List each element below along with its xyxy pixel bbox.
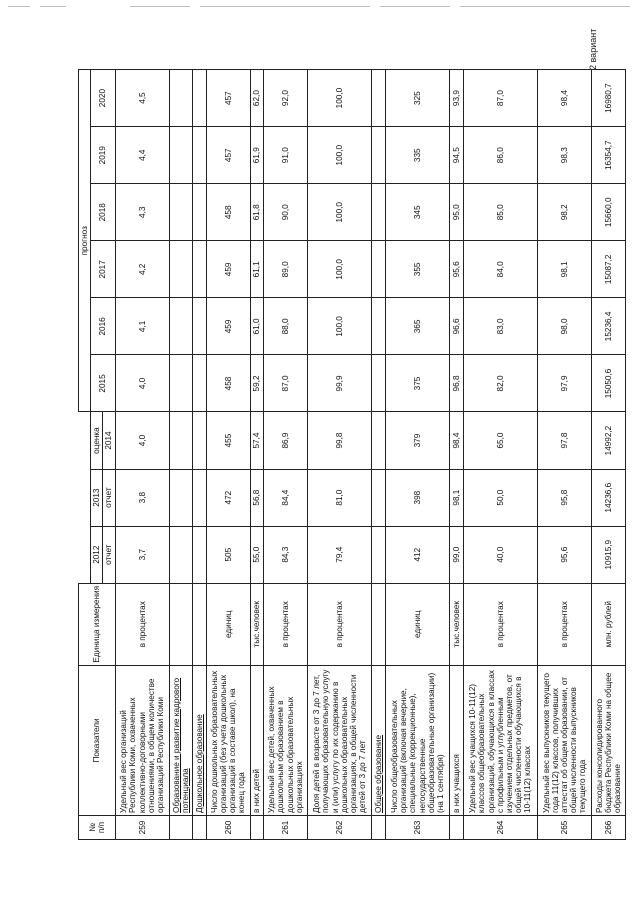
- indicator-name: Удельный вес выпускников текущего года 11(12) классов, получивших аттестат об общем образовании, от общей численности выпускников текущего года: [538, 665, 592, 815]
- value-cell-2016: [193, 298, 206, 355]
- table-row: [385, 70, 449, 840]
- value-cell-2020: [193, 70, 206, 127]
- value-cell-2015: [372, 355, 385, 412]
- table-row: [592, 70, 626, 840]
- value-cell-2016: 100,0: [308, 298, 372, 355]
- value-cell-2013: 398: [385, 469, 449, 526]
- value-cell-2015: 59,2: [250, 355, 263, 412]
- value-cell-2015: 96,8: [450, 355, 463, 412]
- value-cell-2019: [193, 127, 206, 184]
- value-cell-2019: 457: [206, 127, 250, 184]
- value-cell-2020: 98,4: [538, 70, 592, 127]
- value-cell-2012: 99,0: [450, 526, 463, 583]
- col-indicator-header: Показатели: [79, 665, 116, 815]
- section-heading-text: Дошкольное образование: [194, 714, 204, 813]
- table-row: [115, 70, 169, 840]
- value-cell-2012: 505: [206, 526, 250, 583]
- indicator-name: Расходы консолидированного бюджета Республики Коми на общее образование: [592, 665, 626, 815]
- value-cell-2016: 83,0: [463, 298, 537, 355]
- value-cell-2014: 86,9: [264, 412, 308, 469]
- value-cell-2018: [193, 184, 206, 241]
- statistics-table-sheet: [78, 69, 626, 840]
- col-unit-header: Единица измерения: [79, 583, 116, 665]
- value-cell-2013: 14236,6: [592, 469, 626, 526]
- value-cell-2019: 16354,7: [592, 127, 626, 184]
- indicator-name: Удельный вес организаций Республики Коми, охваченных коллективно-договорными отношениями, в общем количестве организаций Республики Коми: [115, 665, 169, 815]
- value-cell-2012: 95,6: [538, 526, 592, 583]
- value-cell-2017: [169, 241, 193, 298]
- value-cell-2014: 379: [385, 412, 449, 469]
- value-cell-2015: 99,9: [308, 355, 372, 412]
- value-cell-2013: 50,0: [463, 469, 537, 526]
- section-heading-text: Образование и развитие кадрового потенциала: [171, 677, 190, 813]
- year-2019: 2019: [91, 127, 115, 184]
- value-cell-2015: 458: [206, 355, 250, 412]
- value-cell-2013: 95,8: [538, 469, 592, 526]
- unit-cell: единиц: [385, 583, 449, 665]
- section-heading: [169, 665, 193, 815]
- table-row: [372, 70, 385, 840]
- value-cell-2019: 86,0: [463, 127, 537, 184]
- unit-cell: в процентах: [264, 583, 308, 665]
- unit-cell: [372, 583, 385, 665]
- col-no-header: № п/п: [79, 815, 116, 839]
- table-row: [463, 70, 537, 840]
- section-heading-text: Общее образование: [374, 734, 384, 813]
- value-cell-2014: [193, 412, 206, 469]
- value-cell-2018: 61,8: [250, 184, 263, 241]
- value-cell-2018: 98,2: [538, 184, 592, 241]
- value-cell-2012: 40,0: [463, 526, 537, 583]
- table-row: [308, 70, 372, 840]
- value-cell-2019: 335: [385, 127, 449, 184]
- unit-cell: в процентах: [538, 583, 592, 665]
- value-cell-2018: 15660,0: [592, 184, 626, 241]
- value-cell-2013: [169, 469, 193, 526]
- unit-cell: единиц: [206, 583, 250, 665]
- value-cell-2014: 65,0: [463, 412, 537, 469]
- indicator-name: Удельный вес детей, охваченных дошкольным образованием в дошкольных образовательных организациях: [264, 665, 308, 815]
- value-cell-2018: 458: [206, 184, 250, 241]
- value-cell-2019: 100,0: [308, 127, 372, 184]
- row-number: 266: [592, 815, 626, 839]
- estimate-header: оценка: [91, 412, 103, 469]
- value-cell-2013: [193, 469, 206, 526]
- value-cell-2014: [169, 412, 193, 469]
- value-cell-2017: 15087,2: [592, 241, 626, 298]
- value-cell-2020: [169, 70, 193, 127]
- report-2012: отчет: [103, 526, 115, 583]
- value-cell-2016: 61,0: [250, 298, 263, 355]
- value-cell-2013: 56,8: [250, 469, 263, 526]
- table-row: [193, 70, 206, 840]
- row-number: [169, 815, 193, 839]
- row-number: [450, 815, 463, 839]
- year-2020: 2020: [91, 70, 115, 127]
- scan-top-edge: [0, 6, 640, 9]
- value-cell-2015: 15050,6: [592, 355, 626, 412]
- value-cell-2018: 4,3: [115, 184, 169, 241]
- value-cell-2014: 99,8: [308, 412, 372, 469]
- value-cell-2016: 15236,4: [592, 298, 626, 355]
- value-cell-2019: [169, 127, 193, 184]
- value-cell-2017: 95,6: [450, 241, 463, 298]
- row-number: 263: [385, 815, 449, 839]
- row-number: 265: [538, 815, 592, 839]
- value-cell-2013: 472: [206, 469, 250, 526]
- value-cell-2014: 455: [206, 412, 250, 469]
- row-number: 261: [264, 815, 308, 839]
- unit-cell: [169, 583, 193, 665]
- value-cell-2019: 4,4: [115, 127, 169, 184]
- value-cell-2014: [372, 412, 385, 469]
- value-cell-2018: [372, 184, 385, 241]
- value-cell-2012: 84,3: [264, 526, 308, 583]
- indicator-name: в них учащихся: [450, 665, 463, 815]
- value-cell-2020: 325: [385, 70, 449, 127]
- year-2016: 2016: [91, 298, 115, 355]
- value-cell-2012: [169, 526, 193, 583]
- row-number: 262: [308, 815, 372, 839]
- value-cell-2014: 98,4: [450, 412, 463, 469]
- value-cell-2017: 100,0: [308, 241, 372, 298]
- indicator-name: в них детей: [250, 665, 263, 815]
- value-cell-2018: 345: [385, 184, 449, 241]
- value-cell-2016: [372, 298, 385, 355]
- value-cell-2017: [193, 241, 206, 298]
- value-cell-2018: 90,0: [264, 184, 308, 241]
- value-cell-2017: 4,2: [115, 241, 169, 298]
- value-cell-2019: [372, 127, 385, 184]
- value-cell-2018: 85,0: [463, 184, 537, 241]
- value-cell-2014: 4,0: [115, 412, 169, 469]
- unit-cell: в процентах: [308, 583, 372, 665]
- value-cell-2016: 459: [206, 298, 250, 355]
- statistics-table: [78, 69, 626, 840]
- variant-label: 2 вариант: [588, 28, 598, 70]
- value-cell-2017: 355: [385, 241, 449, 298]
- row-number: 259: [115, 815, 169, 839]
- value-cell-2020: 457: [206, 70, 250, 127]
- value-cell-2015: 82,0: [463, 355, 537, 412]
- value-cell-2012: [372, 526, 385, 583]
- year-2013: 2013: [91, 469, 103, 526]
- row-number: 264: [463, 815, 537, 839]
- indicator-name: Число дошкольных образовательных организаций (без учета дошкольных организаций в составе школ), на конец года: [206, 665, 250, 815]
- value-cell-2012: 412: [385, 526, 449, 583]
- table-row: [250, 70, 263, 840]
- value-cell-2020: 62,0: [250, 70, 263, 127]
- table-row: [169, 70, 193, 840]
- row-number: [193, 815, 206, 839]
- value-cell-2012: 79,4: [308, 526, 372, 583]
- unit-cell: [193, 583, 206, 665]
- year-2018: 2018: [91, 184, 115, 241]
- value-cell-2015: [169, 355, 193, 412]
- value-cell-2012: 3,7: [115, 526, 169, 583]
- table-row: [206, 70, 250, 840]
- value-cell-2014: 14992,2: [592, 412, 626, 469]
- value-cell-2020: 92,0: [264, 70, 308, 127]
- value-cell-2017: 61,1: [250, 241, 263, 298]
- table-row: [450, 70, 463, 840]
- indicator-name: Число общеобразовательных организаций (включая вечерние, специальные (коррекционные), негосударственные общеобразовательные организации) (на 1 сентября): [385, 665, 449, 815]
- row-number: 260: [206, 815, 250, 839]
- section-heading: [193, 665, 206, 815]
- value-cell-2016: 96,6: [450, 298, 463, 355]
- value-cell-2017: 98,1: [538, 241, 592, 298]
- value-cell-2013: 3,8: [115, 469, 169, 526]
- value-cell-2019: 94,5: [450, 127, 463, 184]
- value-cell-2017: [372, 241, 385, 298]
- value-cell-2018: [169, 184, 193, 241]
- value-cell-2016: 365: [385, 298, 449, 355]
- value-cell-2017: 89,0: [264, 241, 308, 298]
- value-cell-2015: 375: [385, 355, 449, 412]
- value-cell-2015: 87,0: [264, 355, 308, 412]
- value-cell-2017: 459: [206, 241, 250, 298]
- value-cell-2019: 61,9: [250, 127, 263, 184]
- indicator-name: Доля детей в возрасте от 3 до 7 лет, получающих образовательную услугу и (или) услугу по их содержанию в дошкольных образовательных организациях, в общей численности детей от 3 до 7 лет: [308, 665, 372, 815]
- year-2017: 2017: [91, 241, 115, 298]
- table-row: [538, 70, 592, 840]
- value-cell-2013: 98,1: [450, 469, 463, 526]
- value-cell-2020: 87,0: [463, 70, 537, 127]
- value-cell-2012: [193, 526, 206, 583]
- value-cell-2020: 4,5: [115, 70, 169, 127]
- unit-cell: в процентах: [463, 583, 537, 665]
- section-heading: [372, 665, 385, 815]
- value-cell-2020: 93,9: [450, 70, 463, 127]
- unit-cell: тыс.человек: [250, 583, 263, 665]
- table-row: [264, 70, 308, 840]
- value-cell-2013: 84,4: [264, 469, 308, 526]
- row-number: [250, 815, 263, 839]
- value-cell-2015: 97,9: [538, 355, 592, 412]
- unit-cell: млн. рублей: [592, 583, 626, 665]
- value-cell-2012: 55,0: [250, 526, 263, 583]
- value-cell-2016: 88,0: [264, 298, 308, 355]
- value-cell-2015: 4,0: [115, 355, 169, 412]
- report-2013: отчет: [103, 469, 115, 526]
- year-2012: 2012: [91, 526, 103, 583]
- value-cell-2016: [169, 298, 193, 355]
- value-cell-2016: 98,0: [538, 298, 592, 355]
- value-cell-2014: 57,4: [250, 412, 263, 469]
- value-cell-2020: 100,0: [308, 70, 372, 127]
- value-cell-2019: 91,0: [264, 127, 308, 184]
- row-number: [372, 815, 385, 839]
- value-cell-2018: 95,0: [450, 184, 463, 241]
- value-cell-2016: 4,1: [115, 298, 169, 355]
- year-2015: 2015: [91, 355, 115, 412]
- indicator-name: Удельный вес учащихся 10-11(12) классов общеобразовательных организаций, обучающихся в классах с профильным и углубленным изучением отдельных предметов, от общей численности обучающихся в 10-11(12) классах: [463, 665, 537, 815]
- value-cell-2019: 98,3: [538, 127, 592, 184]
- value-cell-2018: 100,0: [308, 184, 372, 241]
- unit-cell: в процентах: [115, 583, 169, 665]
- table-body: [115, 70, 625, 840]
- value-cell-2020: [372, 70, 385, 127]
- value-cell-2020: 16980,7: [592, 70, 626, 127]
- value-cell-2012: 10915,9: [592, 526, 626, 583]
- value-cell-2014: 97,8: [538, 412, 592, 469]
- value-cell-2015: [193, 355, 206, 412]
- value-cell-2013: [372, 469, 385, 526]
- forecast-header: прогноз: [79, 70, 91, 413]
- value-cell-2017: 84,0: [463, 241, 537, 298]
- value-cell-2013: 81,0: [308, 469, 372, 526]
- table-head: [79, 70, 116, 840]
- year-2014: 2014: [103, 412, 115, 469]
- unit-cell: тыс.человек: [450, 583, 463, 665]
